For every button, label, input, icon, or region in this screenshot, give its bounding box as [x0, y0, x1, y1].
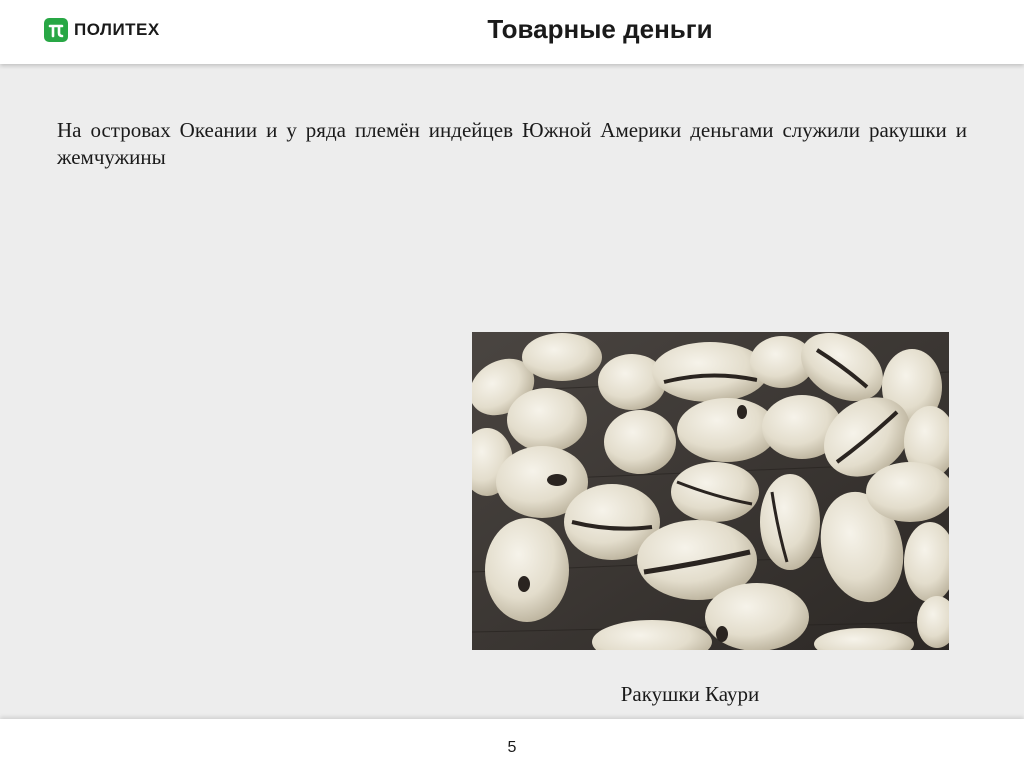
page-number: 5 [507, 739, 517, 756]
slide-footer [0, 719, 1024, 767]
brand-name: ПОЛИТЕХ [74, 20, 160, 39]
cowrie-shells-photo [472, 332, 949, 650]
photo-caption: Ракушки Каури [620, 682, 760, 706]
slide-header [0, 0, 1024, 64]
slide-content [0, 64, 1024, 719]
body-text: На островах Океании и у ряда племён индейцев Южной Америки деньгами служили ракушки и жемчужины [57, 118, 967, 169]
brand-logo [44, 17, 160, 43]
slide-title: Товарные деньги [487, 14, 713, 44]
pi-icon [44, 18, 68, 42]
